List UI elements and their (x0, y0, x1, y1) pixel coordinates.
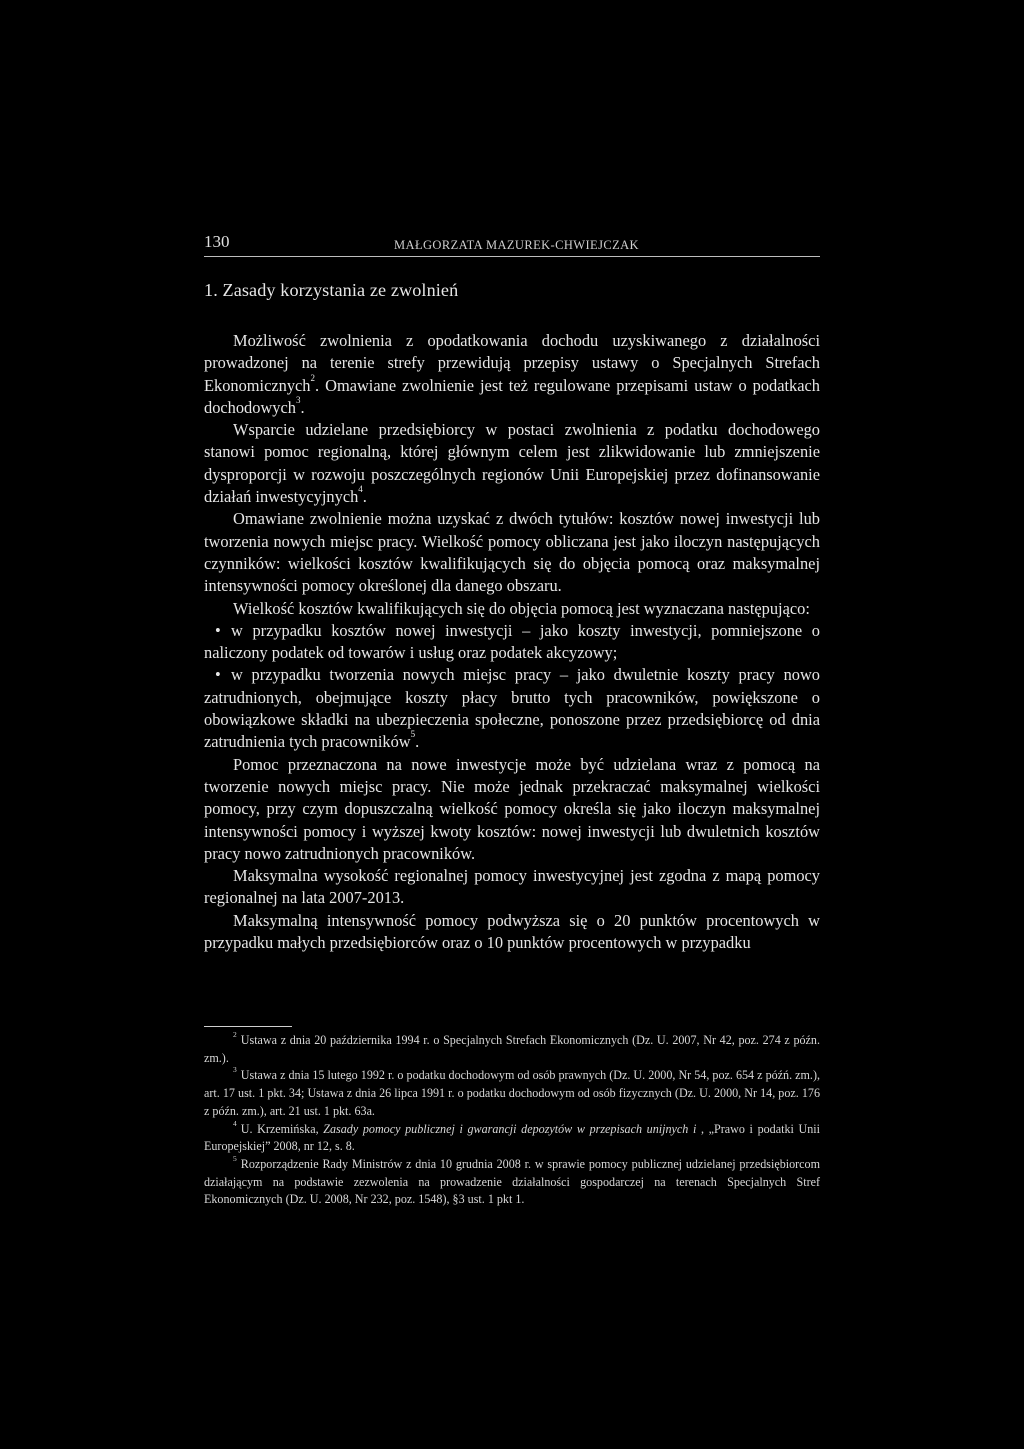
paragraph: Maksymalną intensywność pomocy podwyższa się o 20 punktów procentowych w przypadku małych przedsiębiorców oraz o 10 punktów procentowych w przypadku (204, 910, 820, 953)
footnote-5 (204, 1153, 820, 1209)
paragraph (204, 419, 820, 508)
page-number: 130 (204, 232, 230, 251)
footnote-text: Rozporządzenie Rady Ministrów z dnia 10 grudnia 2008 r. w sprawie pomocy publicznej udzielanej przedsiębiorcom działającym na podstawie zezwolenia na prowadzenie działalności gospodarczej na terenach Specjalnych Stref Ekonomicznych (Dz. U. 2008, Nr 232, poz. 1548), §3 ust. 1 pkt 1. (204, 1156, 820, 1207)
bullet-text: w przypadku tworzenia nowych miejsc pracy – jako dwuletnie koszty pracy nowo zatrudnionych, obejmujące koszty płacy brutto tych pracowników, powiększone o obowiązkowe składki na ubezpieczenia społeczne, ponoszone przez przedsiębiorcę od dnia zatrudnienia tych pracowników (204, 665, 820, 752)
footnotes (204, 1032, 820, 1209)
footnote-number: 5 (233, 1153, 237, 1163)
paragraph: Pomoc przeznaczona na nowe inwestycje może być udzielana wraz z pomocą na tworzenie nowych miejsc pracy. Nie może jednak przekraczać maksymalnej wielkości pomocy, przy czym dopuszczalną wielkość pomocy określa się jako iloczyn maksymalnej intensywności pomocy i wyższej kwoty kosztów: nowej inwestycji lub dwuletnich kosztów pracy nowo zatrudnionych pracowników. (204, 754, 820, 863)
paragraph-text: Wsparcie udzielane przedsiębiorcy w postaci zwolnienia z podatku dochodowego stanowi pomoc regionalną, której głównym celem jest zlikwidowanie lub zmniejszenie dysproporcji w rozwoju poszczególnych regionów Unii Europejskiej przez dofinansowanie działań inwestycyjnych (204, 420, 820, 507)
paragraph: Maksymalna wysokość regionalnej pomocy inwestycyjnej jest zgodna z mapą pomocy regionalnej na lata 2007-2013. (204, 866, 820, 908)
paragraph: Wielkość kosztów kwalifikujących się do objęcia pomocą jest wyznaczana następująco: (233, 598, 810, 618)
footnote-2 (204, 1032, 820, 1067)
section-heading: 1. Zasady korzystania ze zwolnień (204, 280, 459, 300)
footnote-number: 2 (233, 1030, 237, 1039)
footnote-ref-3[interactable]: 3 (295, 394, 301, 405)
bullet-item (204, 664, 820, 753)
footnote-text: Ustawa z dnia 15 lutego 1992 r. o podatku dochodowym od osób prawnych (Dz. U. 2000, Nr 54, poz. 654 z późń. zm.), art. 17 ust. 1 pkt. 34; Ustawa z dnia 26 lipca 1991 r. o podatku dochodowym od osób fizycznych (Dz. U. 2000, Nr 14, poz. 176 z późn. zm.), art. 21 ust. 1 pkt. 63a. (204, 1068, 820, 1118)
paragraph-text: Możliwość zwolnienia z opodatkowania dochodu uzyskiwanego z działalności prowadzonej na terenie strefy przewidują przepisy ustawy o Specjalnych Strefach Ekonomicznych (204, 331, 820, 395)
footnote-ref-2[interactable]: 2 (310, 372, 316, 383)
footnote-number: 4 (233, 1118, 237, 1128)
bullet-item (204, 620, 820, 665)
bullet-icon: • (215, 620, 221, 640)
running-header-author: MAŁGORZATA MAZUREK-CHWIEJCZAK (394, 238, 639, 252)
body-text (204, 330, 820, 954)
bullet-text: . (415, 732, 420, 752)
footnote-ref-4[interactable]: 4 (358, 484, 363, 495)
paragraph-text: . Omawiane zwolnienie jest też regulowane przepisami ustaw o podatkach dochodowych (204, 375, 820, 417)
paragraph-text: . (362, 487, 367, 507)
footnote-text: , „Prawo i podatki Unii Europejskiej” 2008, nr 12, s. 8. (204, 1121, 820, 1154)
footnote-ref-5[interactable]: 5 (410, 729, 416, 740)
footnote-title-italic: Zasady pomocy publicznej i gwarancji depozytów w przepisach unijnych i (323, 1121, 701, 1136)
footnote-divider (204, 1026, 292, 1027)
paragraph: Omawiane zwolnienie można uzyskać z dwóch tytułów: kosztów nowej inwestycji lub tworzenia nowych miejsc pracy. Wielkość pomocy obliczana jest jako iloczyn następujących czynników: wielkości kosztów kwalifikujących się do objęcia pomocą oraz maksymalnej intensywności pomocy określonej dla danego obszaru. (204, 509, 820, 596)
bullet-icon: • (215, 665, 221, 685)
footnote-3 (204, 1067, 820, 1120)
paragraph-text: . (300, 397, 305, 417)
footnote-number: 3 (233, 1065, 237, 1075)
book-page (204, 228, 820, 954)
footnote-text: U. Krzemińska, (240, 1121, 324, 1136)
paragraph (204, 330, 820, 419)
running-header (204, 228, 820, 257)
footnote-4 (204, 1118, 820, 1156)
footnote-text: Ustawa z dnia 20 października 1994 r. o Specjalnych Strefach Ekonomicznych (Dz. U. 2007, Nr 42, poz. 274 z późn. zm.). (204, 1033, 820, 1065)
bullet-text: w przypadku kosztów nowej inwestycji – jako koszty inwestycji, pomniejszone o naliczony podatek od towarów i usług oraz podatek akcyzowy; (204, 620, 820, 663)
